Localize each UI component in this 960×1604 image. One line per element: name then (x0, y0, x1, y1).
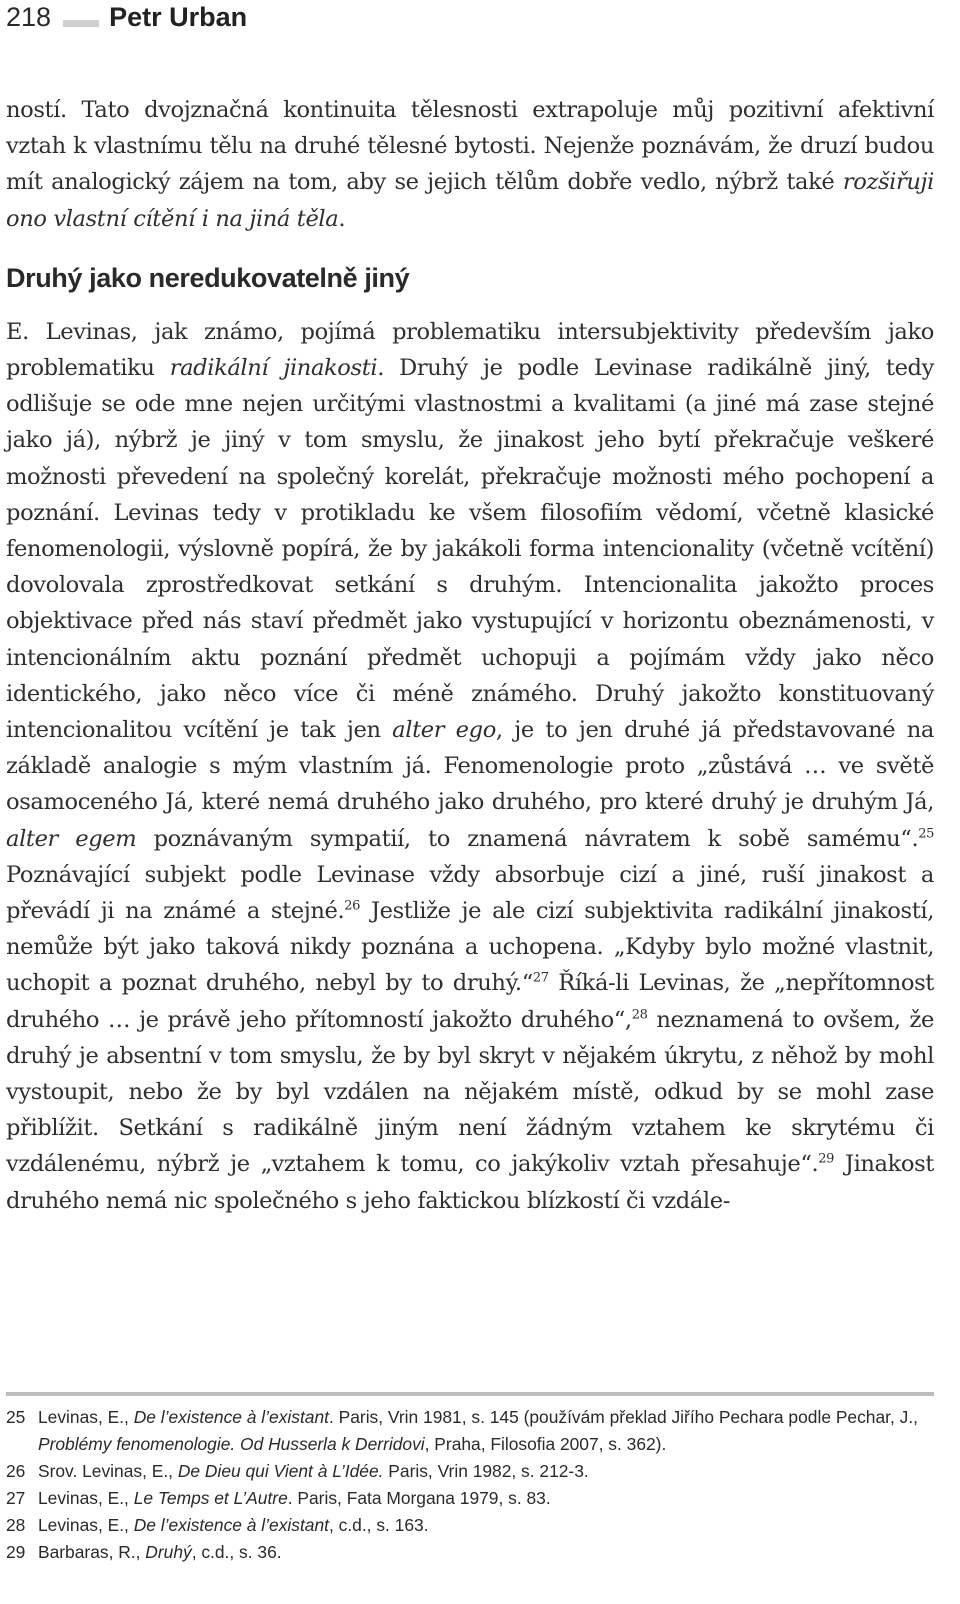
footnote-29: 29 Barbaras, R., Druhý, c.d., s. 36. (6, 1542, 282, 1562)
footnote-ref-28: 28 (631, 1007, 648, 1023)
footnote-28: 28 Levinas, E., De l’existence à l’existant, c.d., s. 163. (6, 1515, 429, 1535)
footnote-27: 27 Levinas, E., Le Temps et L’Autre. Paris, Fata Morgana 1979, s. 83. (6, 1488, 551, 1508)
footnote-ref-27: 27 (532, 970, 549, 986)
footnote-ref-29: 29 (818, 1151, 835, 1167)
paragraph-2: E. Levinas, jak známo, pojímá problematiku intersubjektivity především jako problematiku radikální jinakosti. Druhý je podle Levinase radikálně jiný, tedy odlišuje se ode mne nejen určitými vlastnostmi a kvalitami (a jiné má zase stejné jako já), nýbrž je jiný v tom smyslu, že jinakost jeho bytí překračuje veškeré možnosti převedení na společný korelát, překračuje možnosti mého pochopení a poznání. Levinas tedy v protikladu ke všem filosofiím vědomí, včetně klasické fenomenologii, výslovně popírá, že by jakákoli forma intencionality (včetně vcítění) dovolovala zprostředkovat setkání s druhým. Intencionalita jakožto proces objektivace před nás staví předmět jako vystupující v horizontu obeznámenosti, v intencionálním aktu poznání předmět uchopuji a pojímám vždy jako něco identického, jako něco více či méně známého. Druhý jakožto konstituovaný intencionalitou vcítění je tak jen alter ego, je to jen druhé já představované na základě analogie s mým vlastním já. Fenomenologie proto „zůstává … ve světě osamoceného Já, které nemá druhého jako druhého, pro které druhý je druhým Já, alter egem poznávaným sympatií, to znamená návratem k sobě samému“.$^{25}$ Poznávající subjekt podle Levinase vždy absorbuje cizí a jiné, ruší jinakost a převádí ji na známé a stejné.$^{26}$ Jestliže je ale cizí subjektivita radikální jinakostí, nemůže být jako taková nikdy poznána a uchopena. „Kdyby bylo možné vlastnit, uchopit a poznat druhého, nebyl by to druhý.“$^{27}$ Říká-li Levinas, že „nepřítomnost druhého … je právě jeho přítomností jakožto druhého“,$^{28}$ neznamená to ovšem, že druhý je absentní v tom smyslu, že by byl skryt v nějakém úkrytu, z něhož by mohl vystoupit, nebo že by byl vzdálen na nějakém místě, odkud by se mohl zase přiblížit. Setkání s radikálně jiným není žádným vztahem ke skrytému či vzdálenému, nýbrž je „vztahem k tomu, co jakýkoliv vztah přesahuje“.$^{29}$ Jinakost druhého nemá nic společného s jeho faktickou blízkostí či vzdále- (6, 318, 934, 1214)
footnote-ref-26: 26 (344, 898, 361, 914)
footnote-26: 26 Srov. Levinas, E., De Dieu qui Vient à L’Idée. Paris, Vrin 1982, s. 212-3. (6, 1461, 589, 1481)
footnote-separator (6, 1392, 934, 1396)
paragraph-1: ností. Tato dvojznačná kontinuita tělesnosti extrapoluje můj pozitivní afektivní vztah k vlastnímu tělu na druhé tělesné bytosti. Nejenže poznávám, že druzí budou mít analogický zájem na tom, aby se jejich tělům dobře vedlo, nýbrž také rozšiřuji ono vlastní cítění i na jiná těla. (6, 97, 934, 232)
footnotes (6, 1404, 934, 1566)
running-header (6, 0, 247, 34)
footnote-25: 25 Levinas, E., De l’existence à l’existant. Paris, Vrin 1981, s. 145 (používám překlad Jiřího Pechara podle Pechar, J., Problémy fenomenologie. Od Husserla k Derridovi, Praha, Filosofia 2007, s. 362). (6, 1407, 918, 1454)
section-heading: Druhý jako neredukovatelně jiný (6, 262, 410, 293)
body-text (6, 92, 934, 1219)
page-number: 218 (6, 1, 52, 32)
header-divider (63, 20, 99, 27)
footnote-ref-25: 25 (918, 826, 934, 842)
running-author: Petr Urban (109, 1, 248, 32)
